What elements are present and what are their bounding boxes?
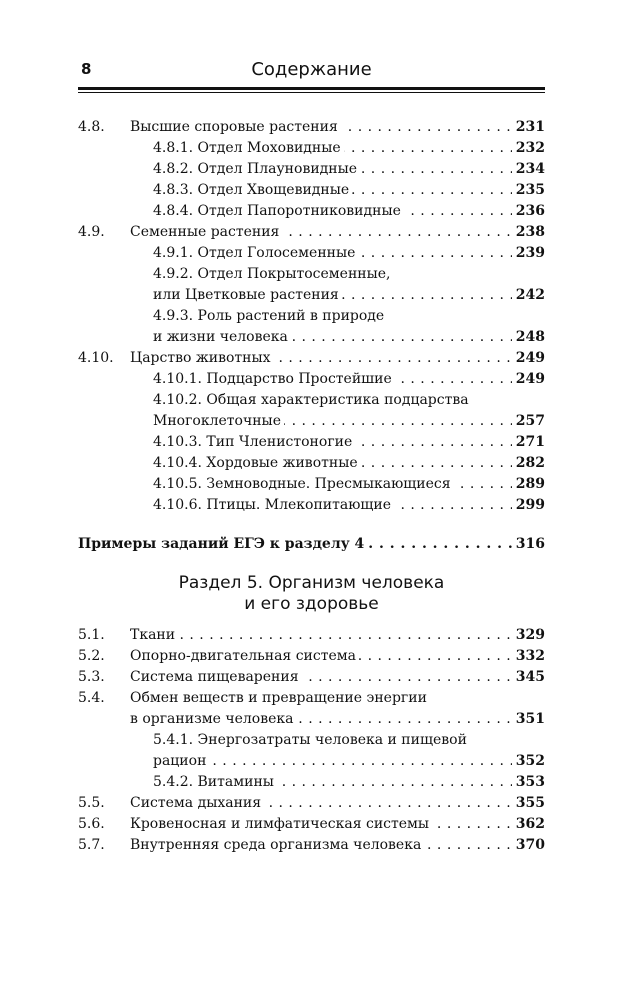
toc-entry — [78, 180, 545, 201]
toc-entry-number: 5.4. — [78, 690, 105, 706]
toc-entry — [78, 390, 545, 411]
toc-entry-title-wrap — [153, 453, 545, 474]
toc-group-section-4 — [78, 117, 545, 516]
toc-entry-page: 235 — [512, 180, 545, 201]
toc-entry-number: 5.6. — [78, 816, 105, 832]
toc-entry-title-wrap — [153, 474, 545, 495]
toc-entry-page: 249 — [512, 348, 545, 369]
toc-entry-page: 232 — [512, 138, 545, 159]
toc-entry-title: 4.9.1. Отдел Голосеменные — [153, 245, 358, 261]
toc-entry — [78, 348, 545, 369]
toc-entry-title-wrap — [153, 772, 545, 793]
spacer — [78, 516, 545, 534]
toc-entry-number: 5.1. — [78, 627, 105, 643]
toc-entry-number: 4.8. — [78, 119, 105, 135]
toc-entry-title: Обмен веществ и превращение энергии — [130, 690, 430, 706]
toc-entry-title-wrap — [153, 138, 545, 159]
toc-entry-title-wrap — [153, 751, 545, 772]
toc-entry-page: 351 — [512, 709, 545, 730]
toc-entry — [78, 453, 545, 474]
toc-entry-title-wrap — [130, 688, 545, 709]
toc-entry-page: 355 — [512, 793, 545, 814]
toc-entry-title: Высшие споровые растения — [130, 119, 341, 135]
toc-entry-title-wrap — [153, 327, 545, 348]
toc-entry-page: 299 — [512, 495, 545, 516]
toc-entry — [78, 327, 545, 348]
toc-entry-title-wrap — [130, 835, 545, 856]
toc-entry-page: 332 — [512, 646, 545, 667]
toc-entry-title: Царство животных — [130, 350, 274, 366]
toc-entry — [78, 411, 545, 432]
toc-entry — [78, 201, 545, 222]
toc-entry — [78, 667, 545, 688]
toc-group-section-5 — [78, 625, 545, 856]
toc-entry-title-wrap — [130, 646, 545, 667]
toc-entry-title-wrap — [153, 180, 545, 201]
toc-entry-title: Семенные растения — [130, 224, 282, 240]
toc-entry-title-wrap — [153, 369, 545, 390]
spacer — [78, 615, 545, 625]
toc-entry-title: Опорно-двигательная система — [130, 648, 359, 664]
toc-entry-title: Ткани — [130, 627, 178, 643]
toc-entry-page: 271 — [512, 432, 545, 453]
toc-entry — [78, 534, 545, 555]
toc-entry-title: 4.10.3. Тип Членистоногие — [153, 434, 355, 450]
toc-entry-title: или Цветковые растения — [153, 287, 342, 303]
toc-entry-title: 4.8.3. Отдел Хвощевидные — [153, 182, 352, 198]
toc-entry-title-wrap — [153, 306, 545, 327]
toc-entry — [78, 709, 545, 730]
toc-entry — [78, 369, 545, 390]
toc-entry-title-wrap — [130, 348, 545, 369]
toc-entry-page: 257 — [512, 411, 545, 432]
toc-entry-title: 4.8.1. Отдел Моховидные — [153, 140, 344, 156]
toc-entry-page: 242 — [512, 285, 545, 306]
toc-entry-title-wrap — [130, 709, 545, 730]
toc-entry-page: 289 — [512, 474, 545, 495]
toc-entry-title-wrap — [153, 432, 545, 453]
toc-entry — [78, 306, 545, 327]
toc-entry-number: 5.7. — [78, 837, 105, 853]
toc-entry-title-wrap — [153, 201, 545, 222]
toc-entry-title-wrap — [130, 222, 545, 243]
toc-entry-title-wrap — [130, 625, 545, 646]
header-rule-thin — [78, 92, 545, 93]
toc-entry-title: 4.8.2. Отдел Плауновидные — [153, 161, 360, 177]
toc-entry — [78, 222, 545, 243]
table-of-contents — [78, 117, 545, 856]
page-header — [78, 58, 545, 86]
section-heading-line-1: Раздел 5. Организм человека — [178, 573, 445, 593]
toc-entry-title: Кровеносная и лимфатическая системы — [130, 816, 432, 832]
toc-entry — [78, 688, 545, 709]
toc-entry-title: 4.10.1. Подцарство Простейшие — [153, 371, 395, 387]
toc-entry — [78, 495, 545, 516]
toc-entry-title: Система пищеварения — [130, 669, 302, 685]
toc-entry-title: Многоклеточные — [153, 413, 284, 429]
toc-entry-title-wrap — [130, 667, 545, 688]
toc-entry-title-wrap — [153, 411, 545, 432]
toc-entry-page: 352 — [512, 751, 545, 772]
toc-entry-title-wrap — [153, 390, 545, 411]
toc-entry-number: 5.5. — [78, 795, 105, 811]
toc-entry — [78, 432, 545, 453]
toc-entry-title: Внутренняя среда организма человека — [130, 837, 424, 853]
toc-entry-number: 4.9. — [78, 224, 105, 240]
toc-entry — [78, 243, 545, 264]
toc-entry-number: 5.2. — [78, 648, 105, 664]
toc-entry-title: 4.8.4. Отдел Папоротниковидные — [153, 203, 404, 219]
toc-entry-title-wrap — [78, 534, 545, 555]
toc-entry-title-wrap — [153, 243, 545, 264]
toc-entry-page: 236 — [512, 201, 545, 222]
toc-entry-title: рацион — [153, 753, 209, 769]
toc-entry — [78, 264, 545, 285]
toc-entry-title: Система дыхания — [130, 795, 264, 811]
section-heading-line-2: и его здоровье — [244, 594, 379, 614]
toc-entry-title-wrap — [153, 159, 545, 180]
toc-entry — [78, 730, 545, 751]
toc-entry-page: 234 — [512, 159, 545, 180]
toc-entry-title: 4.10.4. Хордовые животные — [153, 455, 361, 471]
page-number: 8 — [81, 60, 92, 78]
toc-entry-title: 4.9.2. Отдел Покрытосеменные, — [153, 266, 394, 282]
toc-entry — [78, 814, 545, 835]
toc-entry-title-wrap — [153, 264, 545, 285]
toc-entry-title-wrap — [130, 793, 545, 814]
toc-group-exam-examples — [78, 534, 545, 555]
toc-entry-title-wrap — [153, 730, 545, 751]
toc-entry-page: 353 — [512, 772, 545, 793]
toc-entry-title-wrap — [153, 495, 545, 516]
toc-entry — [78, 751, 545, 772]
header-rule-thick — [78, 87, 545, 90]
toc-entry — [78, 793, 545, 814]
toc-entry-title: в организме человека — [130, 711, 296, 727]
toc-entry-title: 5.4.2. Витамины — [153, 774, 277, 790]
toc-entry — [78, 138, 545, 159]
toc-entry-number: 4.10. — [78, 350, 114, 366]
toc-entry — [78, 625, 545, 646]
toc-entry-page: 238 — [512, 222, 545, 243]
toc-entry — [78, 646, 545, 667]
toc-entry-title: 4.9.3. Роль растений в природе — [153, 308, 387, 324]
toc-entry-title: и жизни человека — [153, 329, 291, 345]
toc-entry-page: 249 — [512, 369, 545, 390]
toc-entry-title-wrap — [130, 814, 545, 835]
toc-entry-number: 5.3. — [78, 669, 105, 685]
toc-entry-page: 329 — [512, 625, 545, 646]
toc-entry-page: 248 — [512, 327, 545, 348]
toc-entry — [78, 159, 545, 180]
toc-entry-page: 316 — [512, 534, 545, 555]
toc-entry-title-wrap — [130, 117, 545, 138]
toc-entry-page: 370 — [512, 835, 545, 856]
toc-entry-page: 231 — [512, 117, 545, 138]
toc-entry-page: 345 — [512, 667, 545, 688]
toc-entry — [78, 285, 545, 306]
toc-entry-page: 239 — [512, 243, 545, 264]
toc-entry-page: 282 — [512, 453, 545, 474]
spacer — [78, 555, 545, 573]
toc-entry-title-wrap — [153, 285, 545, 306]
toc-entry-title: 4.10.2. Общая характеристика подцарства — [153, 392, 472, 408]
toc-entry-page: 362 — [512, 814, 545, 835]
toc-entry-title: 4.10.6. Птицы. Млекопитающие — [153, 497, 394, 513]
running-title: Содержание — [251, 59, 372, 80]
toc-entry-title: 5.4.1. Энергозатраты человека и пищевой — [153, 732, 470, 748]
toc-entry — [78, 772, 545, 793]
toc-entry — [78, 117, 545, 138]
toc-entry — [78, 474, 545, 495]
toc-entry-title: 4.10.5. Земноводные. Пресмыкающиеся — [153, 476, 454, 492]
toc-entry — [78, 835, 545, 856]
toc-entry-title: Примеры заданий ЕГЭ к разделу 4 — [78, 536, 367, 552]
